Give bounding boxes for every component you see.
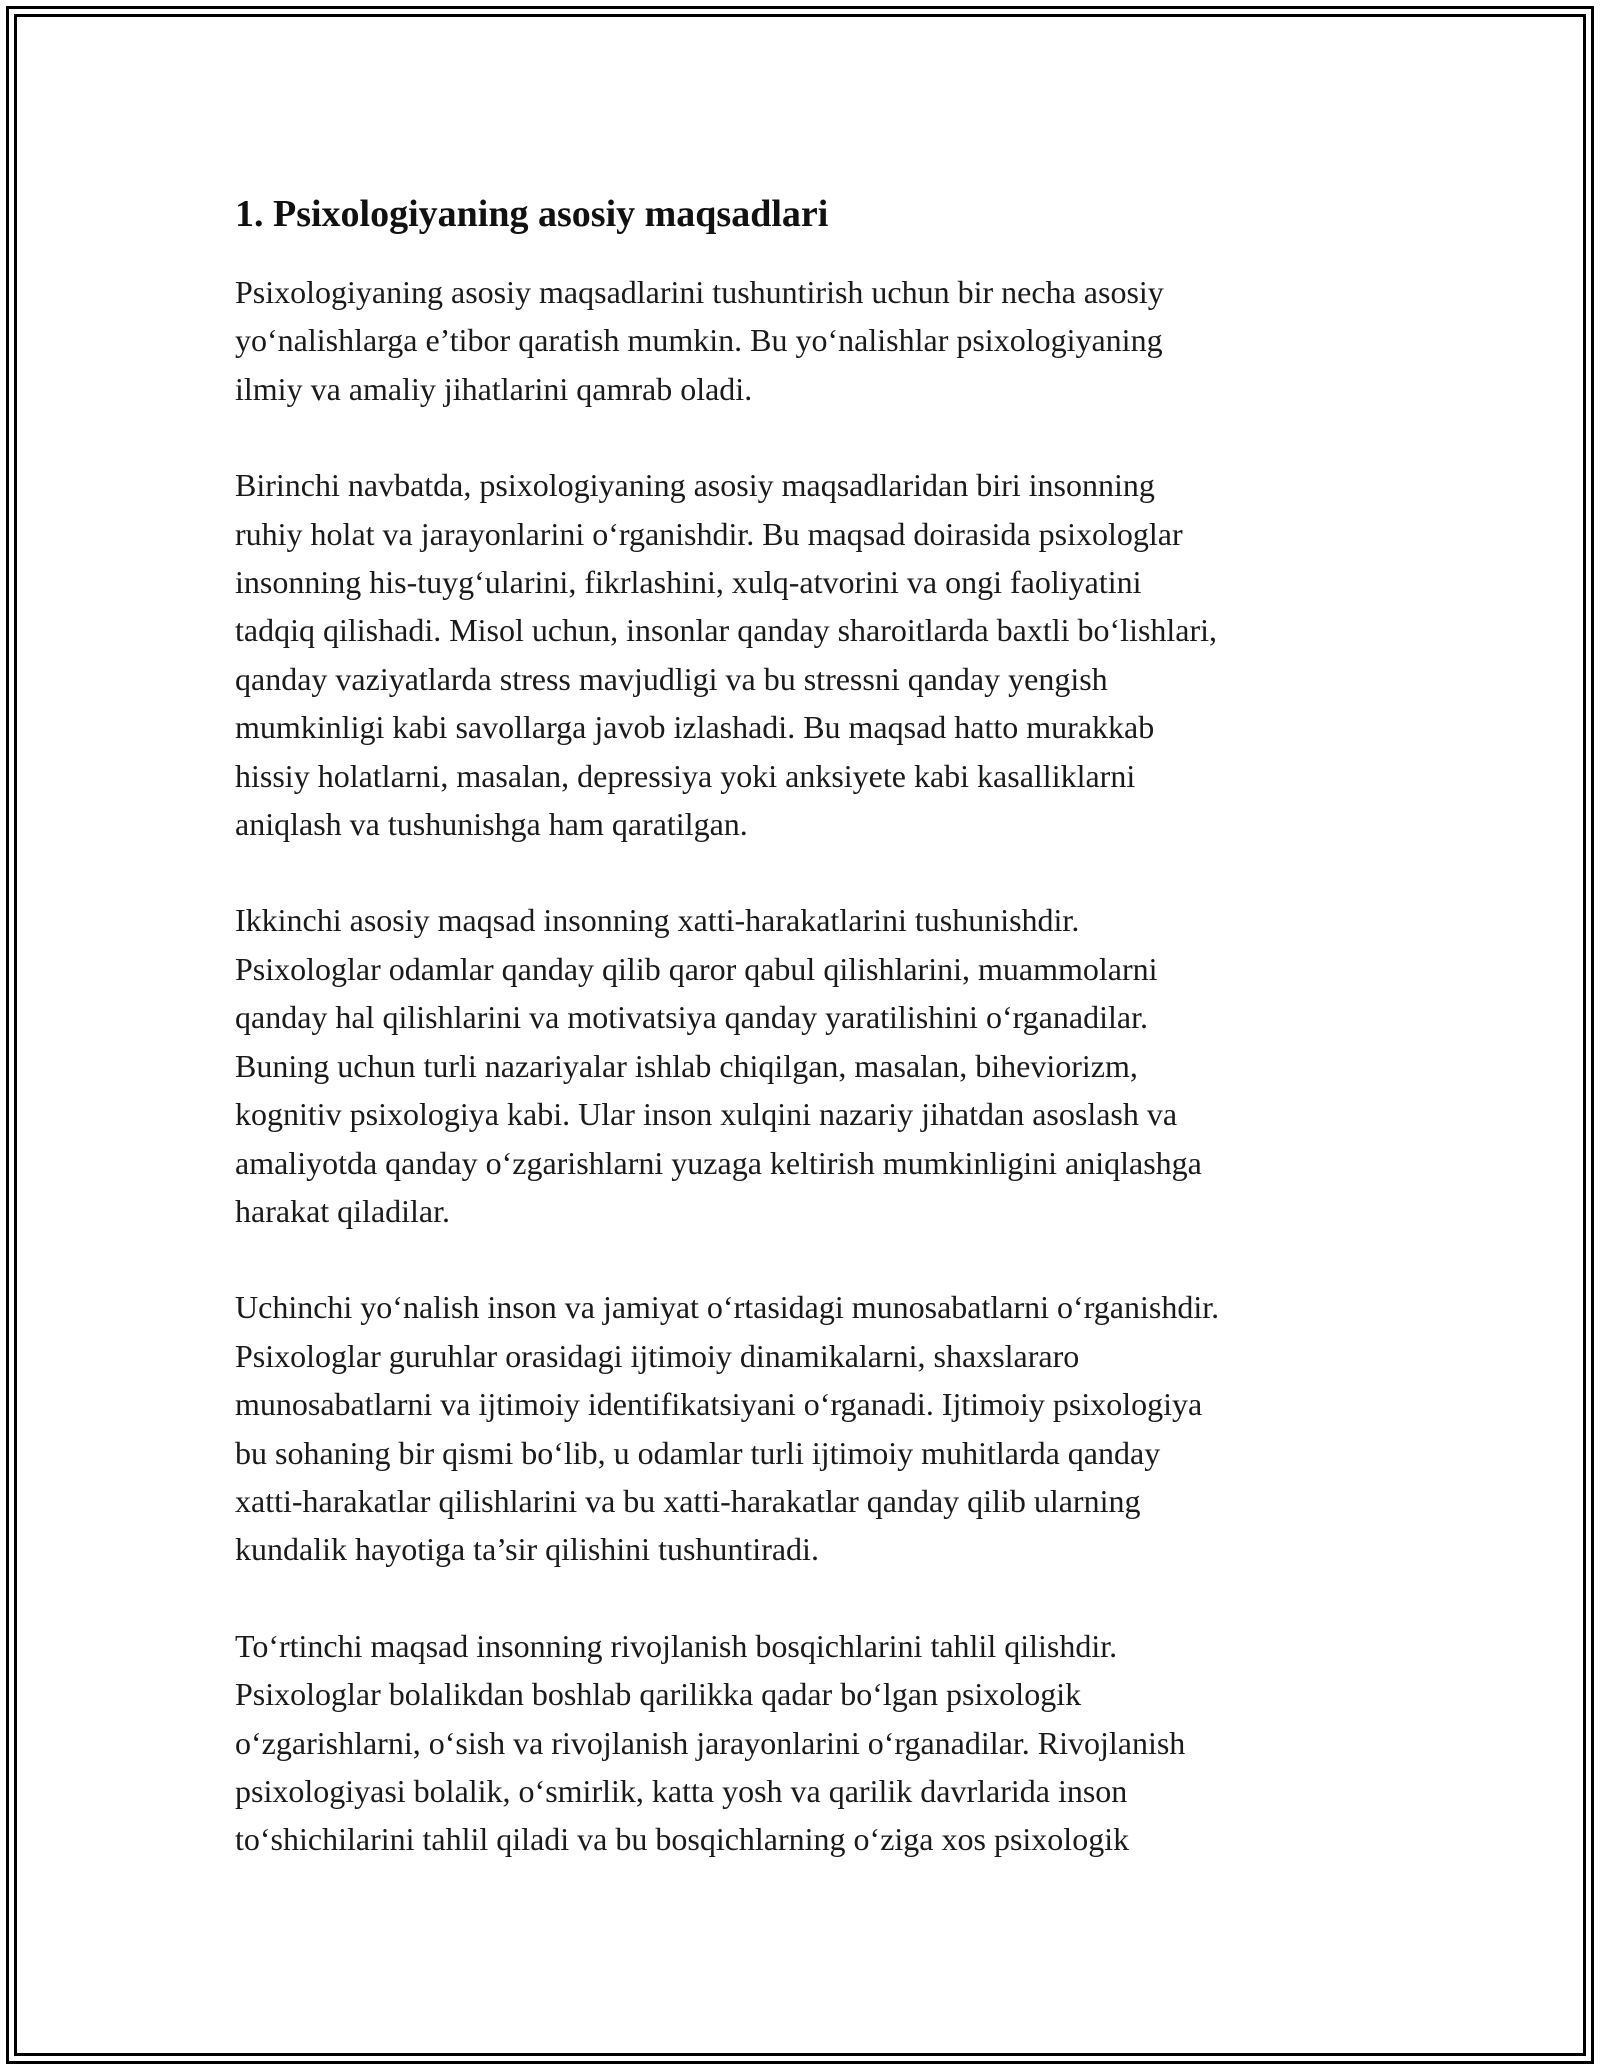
paragraph-line: Psixologlar guruhlar orasidagi ijtimoiy dinamikalarni, shaxslararo [235, 1337, 1080, 1374]
paragraph-line: mumkinligi kabi savollarga javob izlashadi. Bu maqsad hatto murakkab [235, 709, 1155, 746]
paragraph-line: munosabatlarni va ijtimoiy identifikatsiyani o‘rganadi. Ijtimoiy psixologiya [235, 1386, 1203, 1423]
paragraph-line: Psixologlar odamlar qanday qilib qaror qabul qilishlarini, muammolarni [235, 950, 1158, 987]
paragraph-line: amaliyotda qanday o‘zgarishlarni yuzaga keltirish mumkinligini aniqlashga [235, 1144, 1202, 1181]
paragraph [235, 1622, 1375, 1864]
paragraph [235, 461, 1375, 848]
paragraph-line: kognitiv psixologiya kabi. Ular inson xulqini nazariy jihatdan asoslash va [235, 1096, 1178, 1133]
paragraph [235, 1283, 1375, 1573]
paragraph-line: tadqiq qilishadi. Misol uchun, insonlar qanday sharoitlarda baxtli bo‘lishlari, [235, 612, 1218, 649]
paragraph-line: Psixologiyaning asosiy maqsadlarini tushuntirish uchun bir necha asosiy [235, 274, 1164, 310]
paragraph-line: kundalik hayotiga ta’sir qilishini tushuntiradi. [235, 1531, 819, 1568]
paragraph-line: o‘zgarishlarni, o‘sish va rivojlanish jarayonlarini o‘rganadilar. Rivojlanish [235, 1724, 1186, 1761]
paragraph-line: to‘shichilarini tahlil qiladi va bu bosqichlarning o‘ziga xos psixologik [235, 1821, 1130, 1858]
paragraph-line: Psixologlar bolalikdan boshlab qarilikka qadar bo‘lgan psixologik [235, 1676, 1082, 1713]
paragraph-line: yo‘nalishlarga e’tibor qaratish mumkin. Bu yo‘nalishlar psixologiyaning [235, 322, 1163, 359]
paragraph-line: qanday vaziyatlarda stress mavjudligi va bu stressni qanday yengish [235, 660, 1108, 697]
paragraph-line: Ikkinchi asosiy maqsad insonning xatti-harakatlarini tushunishdir. [235, 902, 1080, 939]
paragraph [235, 268, 1375, 413]
paragraph-line: harakat qiladilar. [235, 1192, 451, 1229]
paragraph-line: ruhiy holat va jarayonlarini o‘rganishdir. Bu maqsad doirasida psixologlar [235, 515, 1183, 552]
paragraph-line: psixologiyasi bolalik, o‘smirlik, katta yosh va qarilik davrlarida inson [235, 1772, 1128, 1809]
document-body [235, 186, 1375, 1864]
paragraph [235, 896, 1375, 1235]
paragraph-line: bu sohaning bir qismi bo‘lib, u odamlar turli ijtimoiy muhitlarda qanday [235, 1434, 1161, 1471]
paragraph-list [235, 268, 1375, 1864]
paragraph-line: Uchinchi yo‘nalish inson va jamiyat o‘rtasidagi munosabatlarni o‘rganishdir. [235, 1289, 1220, 1326]
paragraph-line: insonning his-tuyg‘ularini, fikrlashini, xulq-atvorini va ongi faoliyatini [235, 564, 1142, 601]
paragraph-line: ilmiy va amaliy jihatlarini qamrab oladi. [235, 370, 753, 407]
paragraph-line: xatti-harakatlar qilishlarini va bu xatti-harakatlar qanday qilib ularning [235, 1482, 1141, 1519]
paragraph-line: hissiy holatlarni, masalan, depressiya yoki anksiyete kabi kasalliklarni [235, 757, 1136, 794]
paragraph-line: qanday hal qilishlarini va motivatsiya qanday yaratilishini o‘rganadilar. [235, 999, 1148, 1036]
paragraph-line: Buning uchun turli nazariyalar ishlab chiqilgan, masalan, biheviorizm, [235, 1047, 1138, 1084]
paragraph-line: Birinchi navbatda, psixologiyaning asosiy maqsadlaridan biri insonning [235, 467, 1155, 504]
paragraph-line: aniqlash va tushunishga ham qaratilgan. [235, 806, 748, 843]
section-heading: 1. Psixologiyaning asosiy maqsadlari [235, 193, 829, 235]
paragraph-line: To‘rtinchi maqsad insonning rivojlanish bosqichlarini tahlil qilishdir. [235, 1627, 1118, 1664]
